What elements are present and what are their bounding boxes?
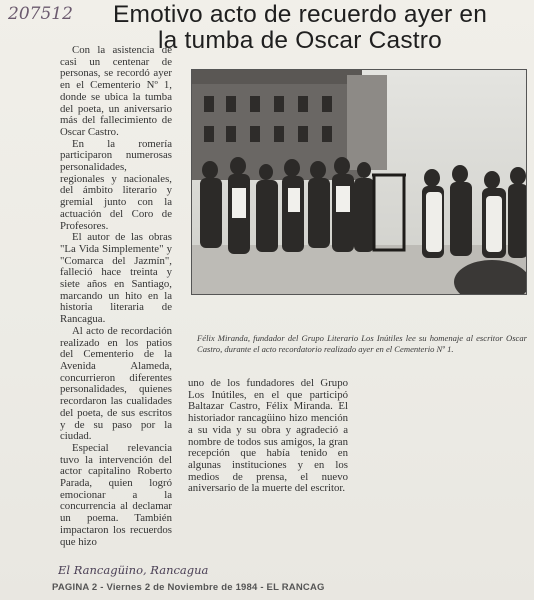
page-footer: PAGINA 2 - Viernes 2 de Noviembre de 1984 - EL RANCAG [52, 582, 325, 593]
article-paragraph: En la romería participaron numerosas personalidades, regionales y nacionales, del ámbito literario y gremial junto con la actuación del Coro de Profesores. [60, 137, 172, 232]
headline-line-1: Emotivo acto de recuerdo ayer en [112, 1, 488, 28]
handwritten-reference-number [6, 2, 76, 24]
ceremony-photo [191, 69, 527, 295]
article-paragraph: Al acto de recordación realizado en los patios del Cementerio de la Avenida Alameda, concurrieron diferentes personalidades, quienes recordaron las cualidades del poeta, de sus escritos y de su paso por la ciudad. [60, 324, 172, 443]
article-paragraph: Especial relevancia tuvo la intervención del actor capitalino Roberto Parada, quien logró emocionar a la concurrencia al declamar un poema. También impactaron los recuerdos que hizo [60, 441, 172, 548]
handwritten-source-note [58, 561, 238, 579]
headline-line-2: la tumba de Oscar Castro [158, 27, 442, 54]
article-paragraph: Con la asistencia de casi un centenar de personas, se recordó ayer en el Cementerio Nº 1, donde se ubica la tumba del poeta, un aniversario más del fallecimiento de Oscar Castro. [60, 44, 172, 138]
article-paragraph: El autor de las obras "La Vida Simplemente" y "Comarca del Jazmín", falleció hace treinta y siete años en Santiago, marcando un hito en la historia literaria de Rancagua. [60, 231, 172, 326]
article-column-middle [188, 378, 348, 495]
svg-text:El Rancagüino, Rancagua: El Rancagüino, Rancagua [58, 563, 209, 577]
svg-text:207512: 207512 [8, 4, 73, 24]
photo-caption: Félix Miranda, fundador del Grupo Literario Los Inútiles lee su homenaje al escritor Oscar Castro, durante el acto recordatorio realizado ayer en el Cementerio Nº 1. [197, 333, 527, 354]
article-column-left [60, 45, 172, 548]
article-paragraph: uno de los fundadores del Grupo Los Inútiles, en el que participó Baltazar Castro, Félix Miranda. El historiador rancagüino hizo mención a su vida y su obra y agradeció a nombre de todos sus amigos, la gran recepción que había tenido en algunas instituciones y en los medios de prensa, el nuevo aniversario de la muerte del escritor. [188, 377, 348, 495]
